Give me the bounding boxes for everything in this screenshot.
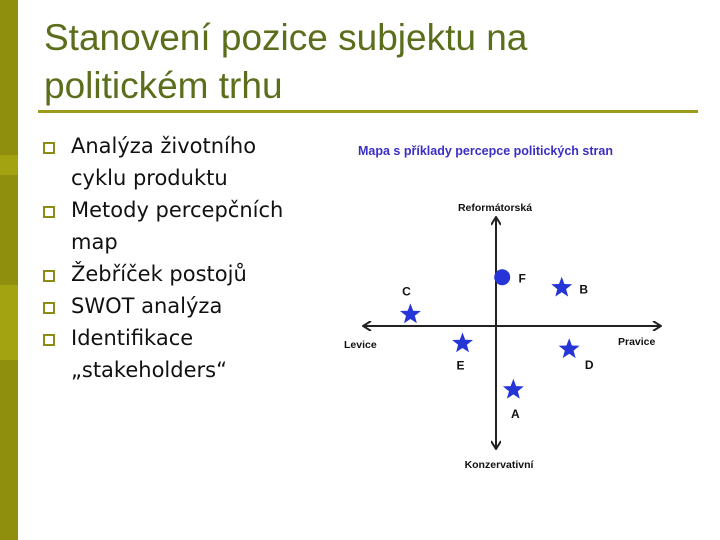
party-label: C xyxy=(402,284,411,299)
slide-title-line: Stanovení pozice subjektu na xyxy=(44,17,528,58)
party-label: B xyxy=(579,282,589,297)
party-label: A xyxy=(511,406,520,421)
sidebar-segment xyxy=(0,0,18,155)
party-label: E xyxy=(456,358,465,373)
axis-label-top: Reformátorská xyxy=(457,202,533,214)
bullet-item xyxy=(40,258,330,290)
bullet-item xyxy=(40,130,330,194)
square-bullet-icon xyxy=(43,206,55,218)
square-bullet-icon xyxy=(43,302,55,314)
bullet-text-line: Analýza životního xyxy=(71,134,257,158)
accent-sidebar xyxy=(0,0,18,540)
square-bullet-icon xyxy=(43,270,55,282)
bullet-item xyxy=(40,194,330,258)
axis-label-left: Levice xyxy=(344,339,377,351)
axis-label-right: Pravice xyxy=(618,336,656,348)
square-bullet-icon xyxy=(43,142,55,154)
bullet-text-line: Metody percepčních xyxy=(71,198,284,222)
party-circle-marker xyxy=(494,269,510,285)
slide-title-line: politickém trhu xyxy=(44,65,283,106)
bullet-item xyxy=(40,322,330,386)
party-label: D xyxy=(584,358,594,373)
axis-label-bottom: Konzervativní xyxy=(464,459,534,471)
bullet-text-line: SWOT analýza xyxy=(71,294,223,318)
bullet-text-line: Identifikace xyxy=(71,326,194,350)
party-star-marker xyxy=(400,303,421,323)
bullet-text-line: „stakeholders“ xyxy=(71,358,227,382)
party-star-marker xyxy=(452,332,473,352)
bullet-list xyxy=(40,130,330,386)
sidebar-segment xyxy=(0,360,18,540)
party-star-marker xyxy=(559,338,580,358)
bullet-text-line: map xyxy=(71,230,118,254)
title-divider xyxy=(38,110,698,113)
square-bullet-icon xyxy=(43,334,55,346)
sidebar-segment xyxy=(0,175,18,285)
slide-title xyxy=(44,14,684,110)
bullet-item xyxy=(40,290,330,322)
bullet-text-line: Žebříček postojů xyxy=(71,262,247,286)
party-star-marker xyxy=(503,379,524,399)
bullet-text-line: cyklu produktu xyxy=(71,166,228,190)
perception-map xyxy=(330,130,670,480)
diagram-title: Mapa s příklady percepce politických stran xyxy=(358,144,613,158)
party-label: F xyxy=(518,271,526,286)
party-star-marker xyxy=(551,277,572,297)
